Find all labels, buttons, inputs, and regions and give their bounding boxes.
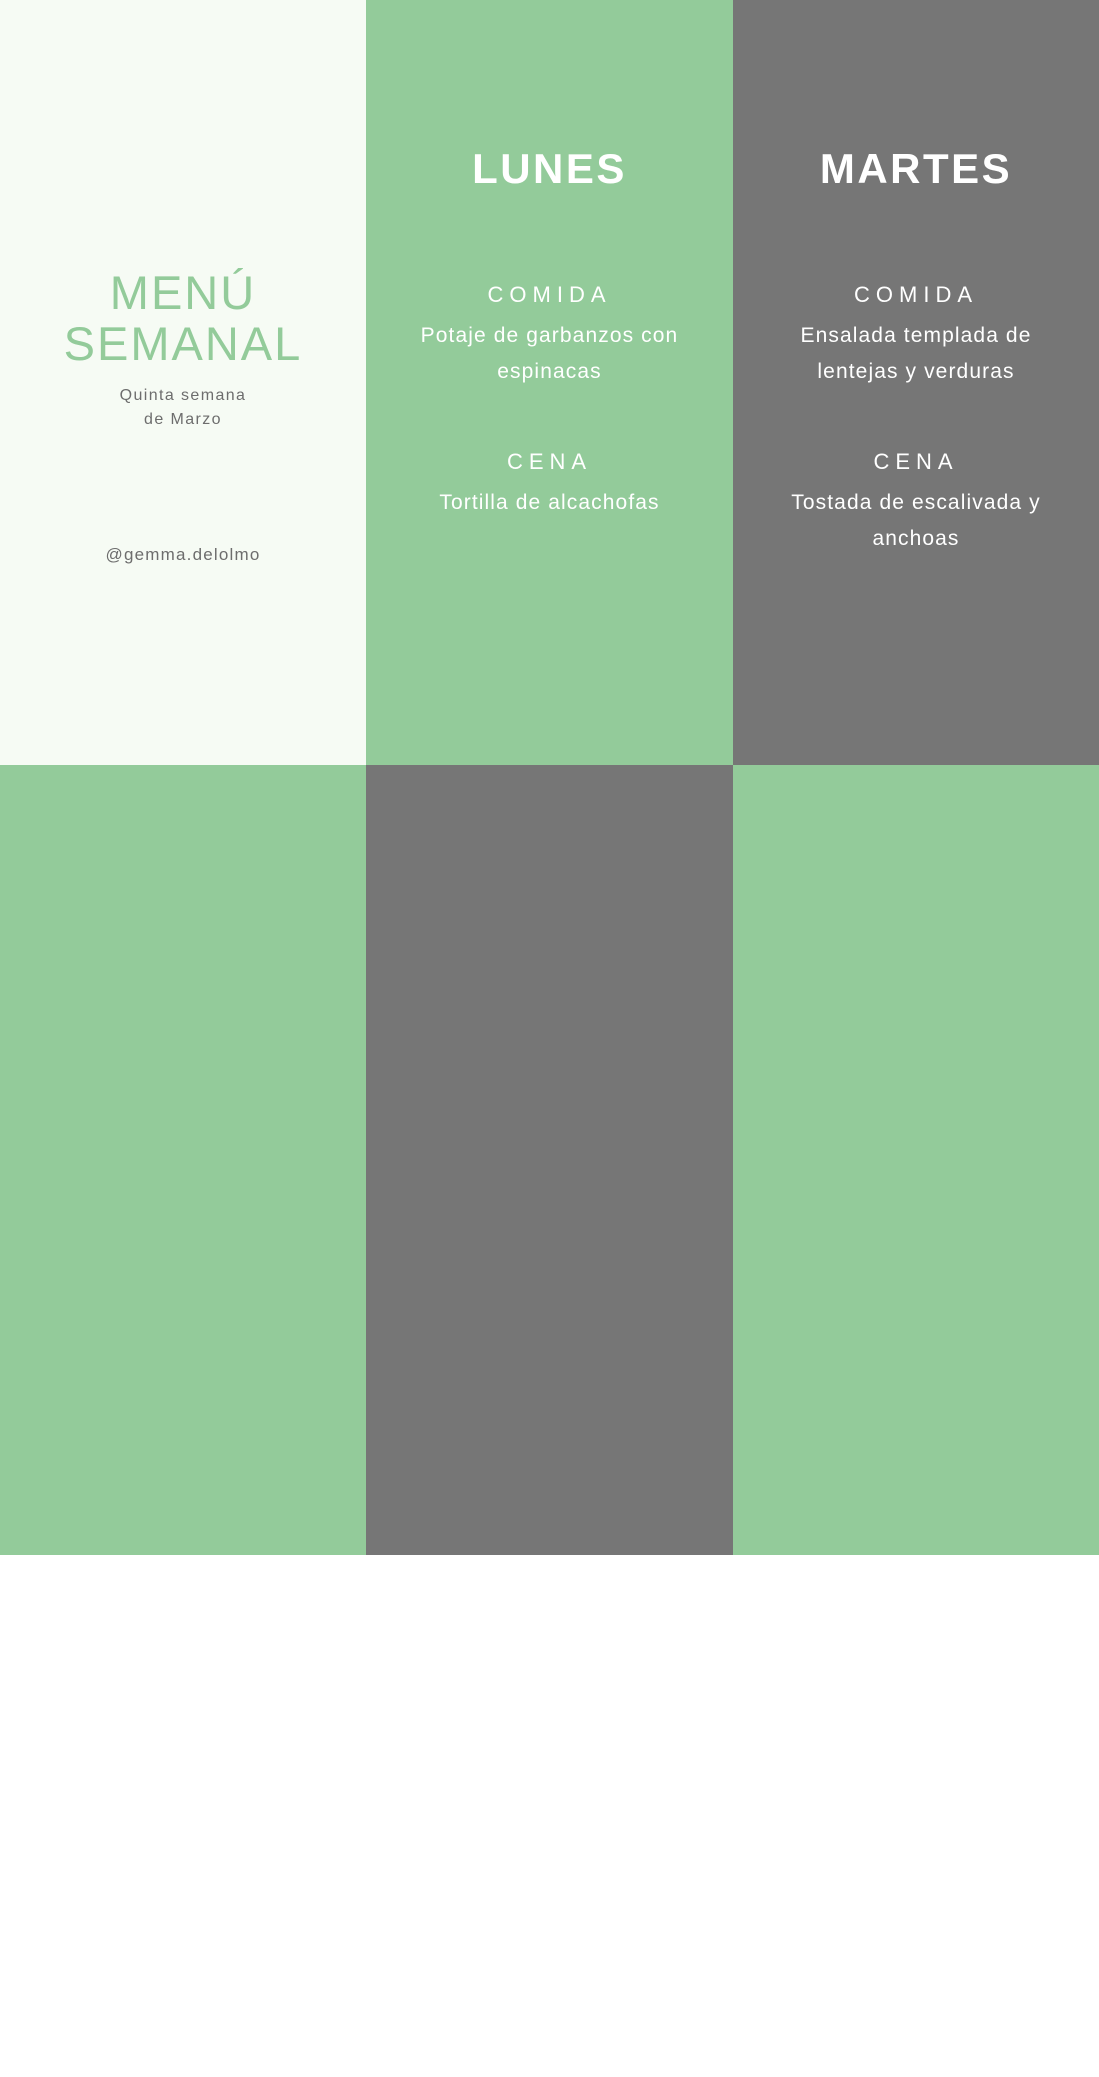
- meal-dinner-miercoles: [30, 1964, 336, 2036]
- day-cell-martes: [733, 0, 1099, 765]
- meals-miercoles: [0, 1797, 366, 2036]
- title-cell: [0, 0, 366, 765]
- meal-dinner-lunes: [396, 449, 703, 521]
- meal-lunch-lunes: [396, 282, 703, 389]
- meal-text-dinner: Tortilla de alcachofas: [439, 491, 660, 515]
- meal-text-dinner: Tortilla de alcachofas: [72, 2006, 294, 2030]
- meal-text-lunch: Ensalada de quinoa con salteado de pollo: [58, 1839, 308, 1898]
- meal-text-lunch: Ensalada templada de lentejas y verduras: [800, 324, 1032, 383]
- title-line-1: MENÚ: [109, 266, 257, 319]
- meal-text-dinner: Tostada de escalivada y anchoas: [791, 491, 1041, 551]
- author-handle: @gemma.delolmo: [105, 545, 261, 564]
- meal-label-dinner: CENA: [140, 1964, 226, 1990]
- meal-text-dinner: Ensalada de quinoa con salteado de pollo: [791, 2011, 1041, 2071]
- meal-dinner-jueves: [396, 1964, 703, 2071]
- day-title-jueves: JUEVES: [459, 1670, 640, 1717]
- meal-label-lunch: COMIDA: [121, 1797, 245, 1822]
- meals-martes: [733, 282, 1099, 557]
- meal-lunch-martes: [763, 282, 1069, 389]
- day-title-miercoles: MIÉRCOLES: [46, 1670, 320, 1717]
- meal-text-lunch: Ensalada templada de lentejas y verduras: [800, 1844, 1032, 1903]
- day-cell-jueves: [366, 765, 733, 2066]
- meal-lunch-viernes: [763, 1802, 1069, 1909]
- day-title-viernes: VIERNES: [815, 1670, 1017, 1717]
- poster-title: [0, 268, 366, 432]
- meal-lunch-jueves: [396, 1797, 703, 1904]
- meals-jueves: [366, 1797, 733, 2072]
- meal-label-lunch: COMIDA: [487, 282, 612, 307]
- meal-label-dinner: CENA: [873, 449, 959, 475]
- meal-dinner-viernes: [763, 1969, 1069, 2076]
- day-cell-lunes: [366, 0, 733, 765]
- meal-text-dinner: Tostada de escalivada y anchoas: [424, 2006, 675, 2066]
- day-cell-viernes: [733, 765, 1099, 2071]
- meal-label-dinner: CENA: [506, 1964, 593, 1990]
- day-title-lunes: LUNES: [472, 145, 627, 192]
- meal-dinner-martes: [763, 449, 1069, 556]
- meal-label-lunch: COMIDA: [854, 1802, 978, 1827]
- meal-label-lunch: COMIDA: [854, 282, 978, 307]
- day-cell-miercoles: [0, 765, 366, 2030]
- meals-viernes: [733, 1802, 1099, 2077]
- day-title-martes: MARTES: [819, 145, 1013, 192]
- meal-text-lunch: Potaje de garbanzos con espinacas: [420, 1839, 679, 1898]
- meal-text-lunch: Potaje de garbanzos con espinacas: [420, 324, 679, 383]
- meal-label-lunch: COMIDA: [487, 1797, 612, 1822]
- meals-lunes: [366, 282, 733, 521]
- subtitle-line-1: Quinta semana: [119, 386, 247, 404]
- meal-label-dinner: CENA: [873, 1969, 959, 1995]
- meal-lunch-miercoles: [30, 1797, 336, 1904]
- subtitle-line-2: de Marzo: [144, 410, 222, 428]
- meal-label-dinner: CENA: [506, 449, 593, 475]
- title-line-2: SEMANAL: [63, 316, 303, 370]
